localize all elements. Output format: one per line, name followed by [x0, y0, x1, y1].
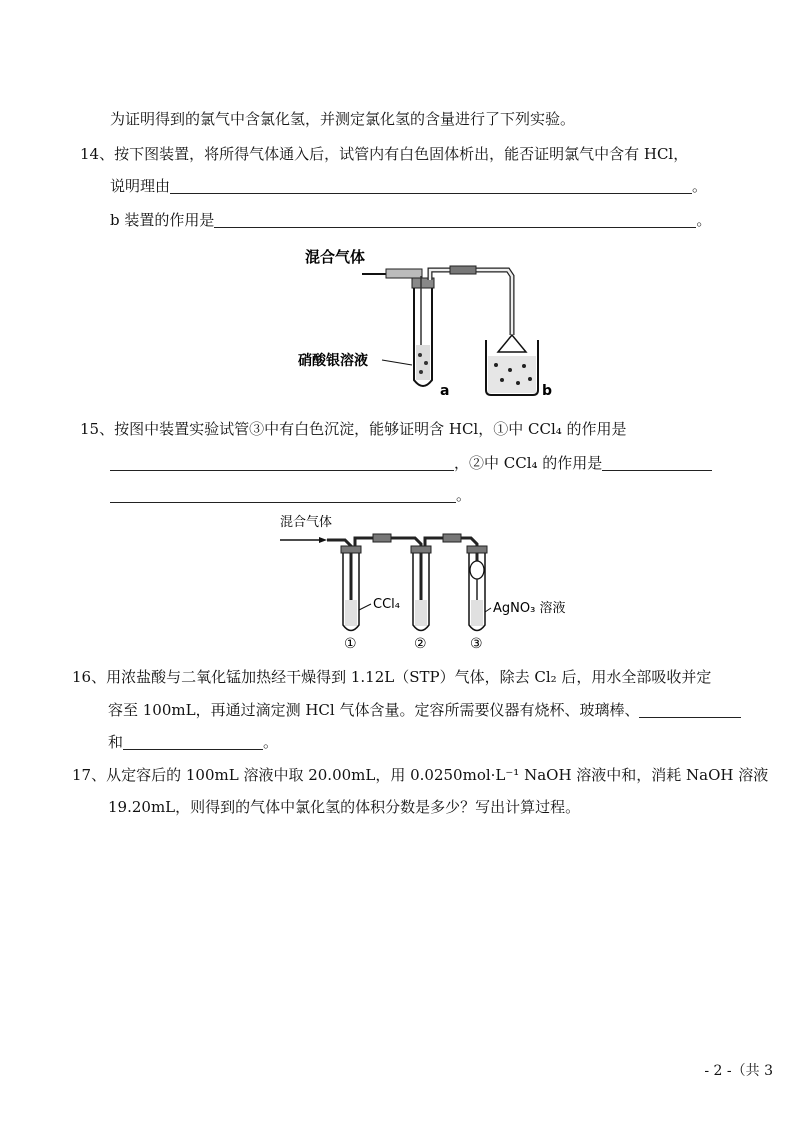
q17-number: 17、 [72, 766, 107, 784]
q15-line2 [110, 452, 712, 474]
fig1-inlet-tube [386, 269, 422, 278]
q15-blank-1[interactable] [110, 454, 454, 471]
fig2-bulb [470, 561, 484, 579]
q16-text: 用浓盐酸与二氧化锰加热经干燥得到 1.12L（STP）气体，除去 Cl₂ 后，用水全部吸收并定 [106, 668, 712, 686]
fig1-rubber-joint [450, 266, 476, 274]
fig1-gas-label: 混合气体 [305, 248, 366, 266]
q15-blank-2a[interactable] [602, 454, 712, 471]
page-number: - 2 -（共 3 [704, 1063, 773, 1079]
q16-blank-2[interactable] [123, 733, 263, 750]
q16-end: 。 [263, 733, 279, 751]
q17-line1 [72, 764, 768, 786]
q17-line2-text: 19.20mL，则得到的气体中氯化氢的体积分数是多少？写出计算过程。 [108, 798, 581, 816]
q16-line2 [108, 699, 741, 721]
q14-text: 按下图装置，将所得气体通入后，试管内有白色固体析出，能否证明氯气中含有 HCl， [114, 145, 689, 163]
apparatus-figure-1 [290, 240, 560, 405]
fig2-tube1-label: ① [344, 636, 357, 652]
fig2-tube3-label: ③ [470, 636, 483, 652]
fig1-solution-label: 硝酸银溶液 [298, 353, 368, 369]
intro-text: 为证明得到的氯气中含氯化氢，并测定氯化氢的含量进行了下列实验。 [110, 110, 576, 128]
q16-line3 [108, 731, 278, 753]
q16-blank-1[interactable] [639, 701, 741, 718]
q15-blank-2b[interactable] [110, 486, 456, 503]
apparatus-figure-2 [275, 510, 575, 655]
q14-line3 [110, 209, 711, 231]
fig1-label-b: b [542, 383, 553, 399]
fig2-ccl4-label: CCl₄ [373, 597, 400, 612]
q14-line1 [80, 143, 688, 165]
q17-line2 [108, 796, 580, 818]
q14-reason-end: 。 [692, 177, 708, 195]
q15-text: 按图中装置实验试管③中有白色沉淀，能够证明含 HCl，①中 CCl₄ 的作用是 [114, 420, 627, 438]
q16-and: 和 [108, 733, 124, 751]
q14-b-label: b 装置的作用是 [110, 211, 215, 229]
q14-number: 14、 [80, 145, 115, 163]
q14-reason-label: 说明理由 [110, 177, 171, 195]
q16-number: 16、 [72, 668, 107, 686]
q17-text: 从定容后的 100mL 溶液中取 20.00mL，用 0.0250mol·L⁻¹ NaOH 溶液中和，消耗 NaOH 溶液 [106, 766, 769, 784]
q15-mid: ，②中 CCl₄ 的作用是 [454, 454, 603, 472]
fig1-funnel [498, 335, 526, 352]
q14-b-end: 。 [696, 211, 712, 229]
q16-line1 [72, 666, 711, 688]
fig2-agno3-label: AgNO₃ 溶液 [493, 601, 566, 616]
q15-line3 [110, 484, 471, 506]
q15-number: 15、 [80, 420, 115, 438]
q14-reason-blank[interactable] [170, 177, 692, 194]
q16-line2-text: 容至 100mL，再通过滴定测 HCl 气体含量。定容所需要仪器有烧杯、玻璃棒、 [108, 701, 640, 719]
q15-end: 。 [456, 486, 472, 504]
fig1-connector-tube [430, 270, 512, 335]
q15-line1 [80, 418, 627, 440]
fig1-beaker-water [488, 356, 536, 393]
fig2-tube2-label: ② [414, 636, 427, 652]
fig2-gas-label: 混合气体 [280, 515, 333, 530]
q14-b-blank[interactable] [214, 211, 696, 228]
q14-line2 [110, 175, 707, 197]
fig1-label-a: a [440, 383, 450, 399]
